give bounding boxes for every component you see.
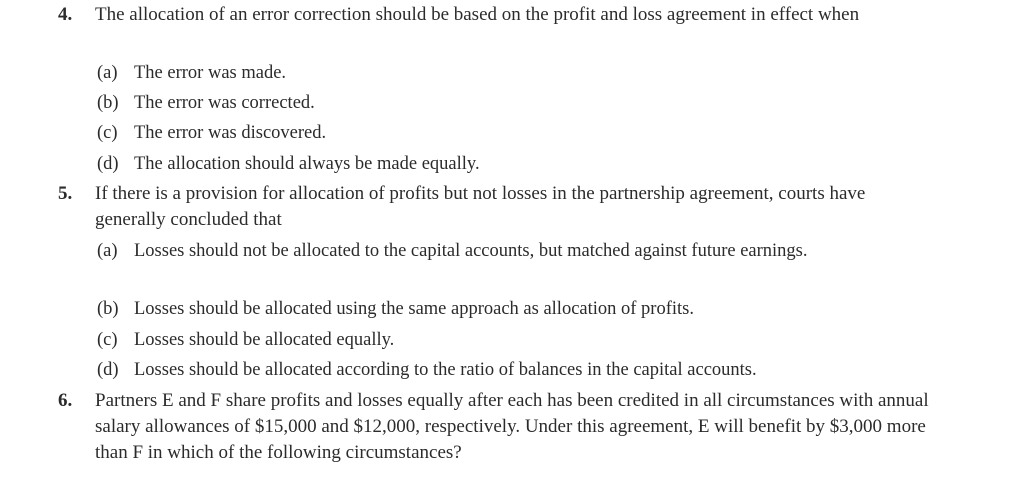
option-text: Losses should be allocated equally. [134,330,395,350]
option-letter: (c) [97,330,118,350]
option-text: Losses should be allocated according to the ratio of balances in the capital accounts. [134,360,757,380]
option-letter: (c) [97,123,118,143]
question-stem: Partners E and F share profits and losses equally after each has been credited in all circumstances with annual salary allowances of $15,000 and $12,000, respectively. Under this agreement, E will benefit by $3,000 more than F in which of the following circumstances? [95,390,929,463]
option-text: The error was made. [134,63,287,83]
option-text: Losses should not be allocated to the capital accounts, but matched against future earnings. [134,241,808,261]
option-text: The error was corrected. [134,93,315,113]
question-number: 5. [58,183,73,204]
option-letter: (a) [97,63,118,83]
question-number: 4. [58,4,73,25]
question-number: 6. [58,390,73,411]
option-text: Losses should be allocated using the same approach as allocation of profits. [134,299,694,319]
option-letter: (d) [97,154,119,174]
question-stem: The allocation of an error correction should be based on the profit and loss agreement in effect when [95,4,860,25]
option-letter: (d) [97,360,119,380]
option-letter: (b) [97,93,119,113]
option-text: The allocation should always be made equally. [134,154,480,174]
option-text: The error was discovered. [134,123,327,143]
option-letter: (b) [97,299,119,319]
question-stem: If there is a provision for allocation of profits but not losses in the partnership agreement, courts have generally concluded that [95,183,866,230]
option-letter: (a) [97,241,118,261]
